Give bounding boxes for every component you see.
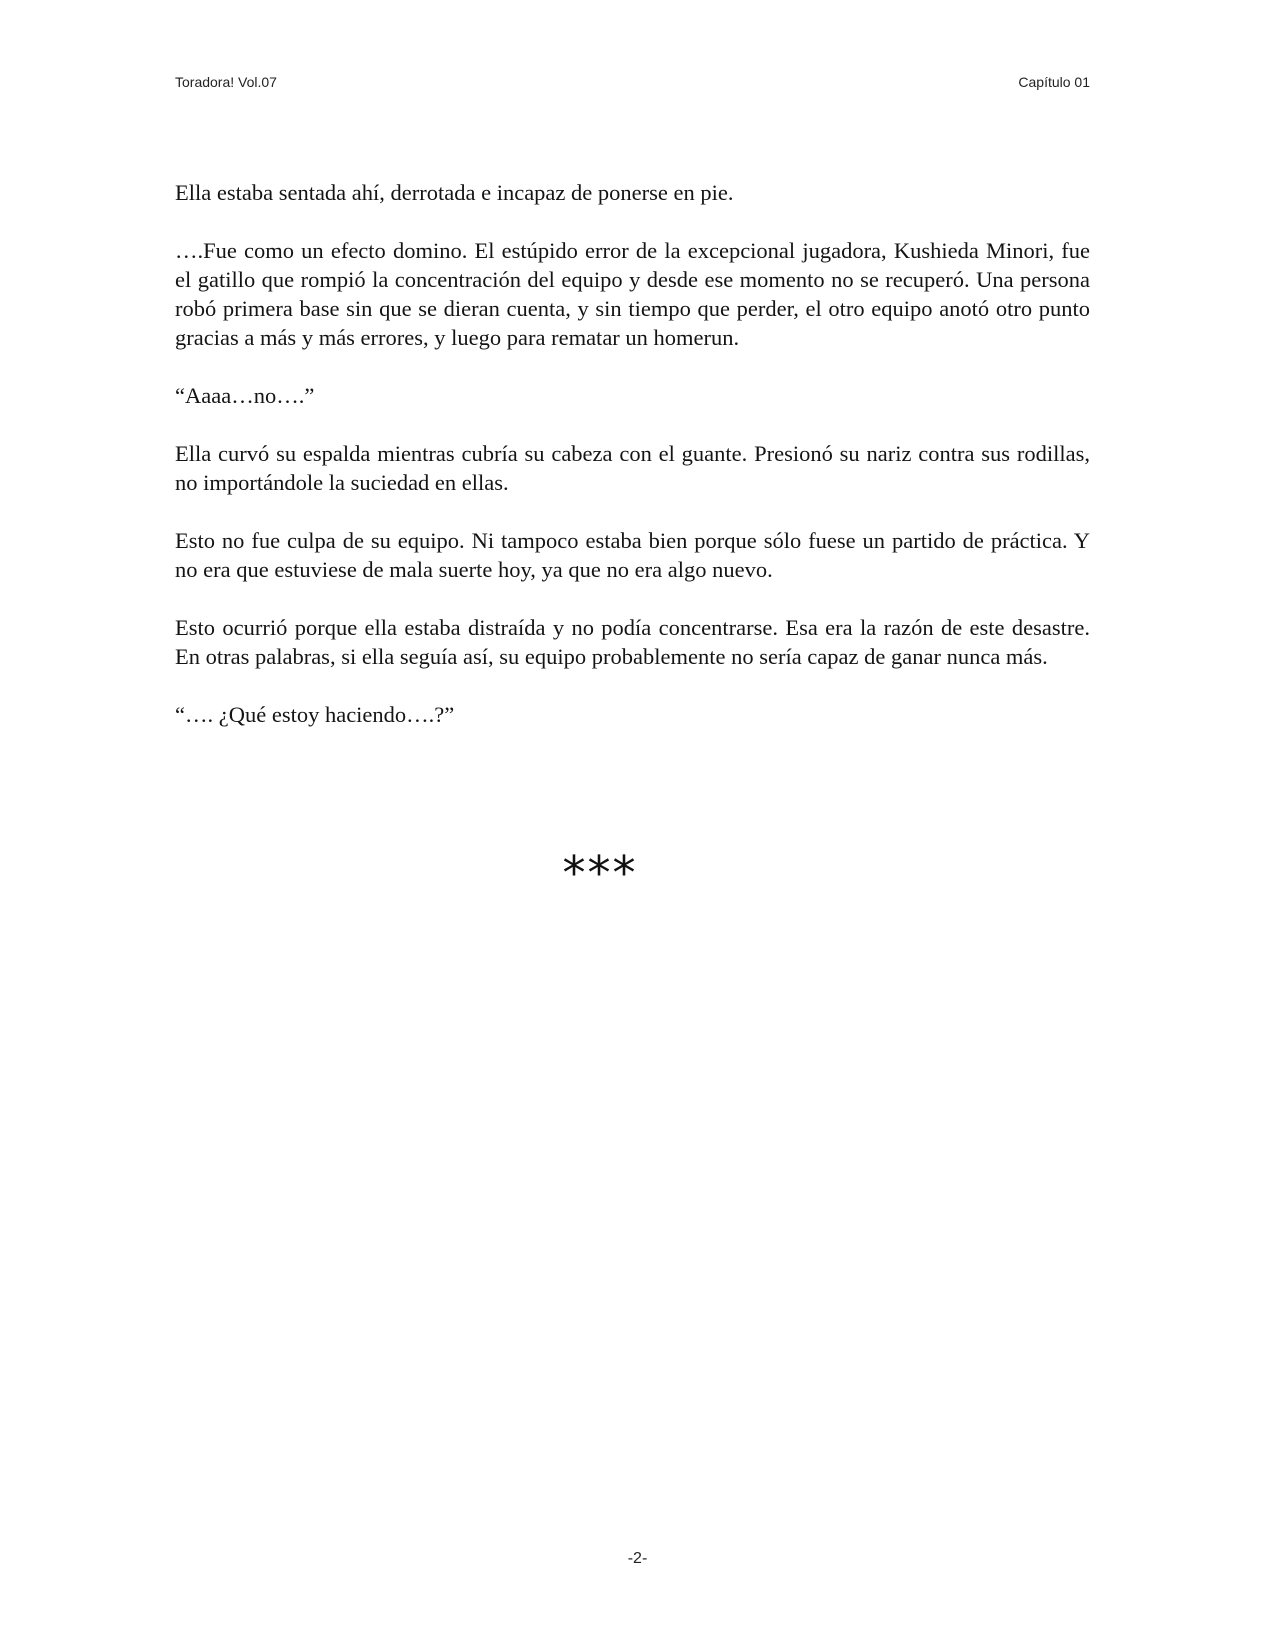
page-header (175, 74, 1090, 90)
paragraph: Esto ocurrió porque ella estaba distraída y no podía concentrarse. Esa era la razón de este desastre. En otras palabras, si ella seguía así, su equipo probablemente no sería capaz de ganar nunca más. (175, 615, 1090, 669)
header-book-title: Toradora! Vol.07 (175, 74, 277, 90)
paragraph: Esto no fue culpa de su equipo. Ni tampoco estaba bien porque sólo fuese un partido de práctica. Y no era que estuviese de mala suerte hoy, ya que no era algo nuevo. (175, 528, 1090, 582)
body-text (175, 178, 1090, 758)
paragraph: “Aaaa…no….” (175, 383, 315, 408)
paragraph: Ella estaba sentada ahí, derrotada e incapaz de ponerse en pie. (175, 180, 734, 205)
page-number: -2- (627, 1550, 648, 1567)
header-chapter: Capítulo 01 (1018, 74, 1090, 90)
paragraph: ….Fue como un efecto domino. El estúpido error de la excepcional jugadora, Kushieda Minori, fue el gatillo que rompió la concentración del equipo y desde ese momento no se recuperó. Una persona robó primera base sin que se dieran cuenta, y sin tiempo que perder, el otro equipo anotó otro punto gracias a más y más errores, y luego para rematar un homerun. (175, 238, 1090, 350)
scene-break: *** (562, 846, 638, 900)
paragraph: Ella curvó su espalda mientras cubría su cabeza con el guante. Presionó su nariz contra sus rodillas, no importándole la suciedad en ellas. (175, 441, 1090, 495)
paragraph: “…. ¿Qué estoy haciendo….?” (175, 702, 455, 727)
